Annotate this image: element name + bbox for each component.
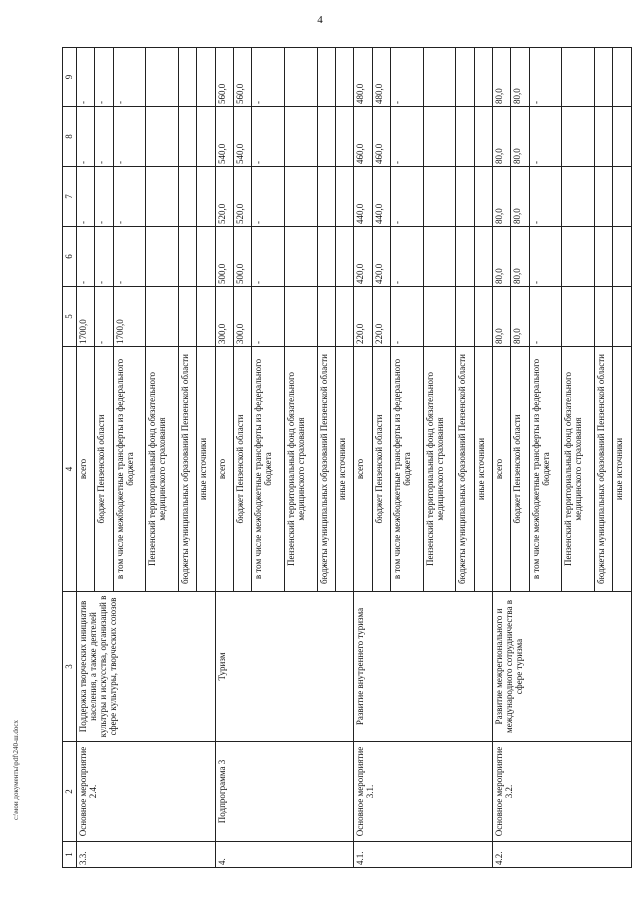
amount-cell: 500,0 [215, 227, 233, 287]
amount-cell [562, 48, 595, 107]
amount-cell: - [529, 167, 562, 227]
col-header: 6 [63, 227, 77, 287]
amount-cell [146, 227, 179, 287]
amount-cell: 220,0 [354, 287, 372, 347]
amount-cell [456, 227, 474, 287]
amount-cell [562, 287, 595, 347]
funding-source [423, 347, 456, 592]
item-number: 4. [215, 842, 354, 868]
funding-source [529, 347, 562, 592]
amount-cell: - [529, 287, 562, 347]
funding-source-text: Пензенский территориальный фонд обязательного медицинского страхования [147, 372, 168, 566]
amount-cell [613, 227, 632, 287]
amount-cell [456, 287, 474, 347]
amount-cell [594, 48, 612, 107]
table-row [354, 48, 372, 868]
amount-cell: 80,0 [493, 227, 511, 287]
amount-cell [317, 167, 335, 227]
col-header: 5 [63, 287, 77, 347]
amount-cell: - [391, 48, 424, 107]
funding-source-text: Пензенский территориальный фонд обязательного медицинского страхования [424, 372, 445, 566]
table-body [77, 48, 632, 868]
amount-cell: 480,0 [354, 48, 372, 107]
funding-source-text: иные источники [336, 437, 347, 501]
amount-cell [197, 227, 215, 287]
amount-cell [317, 48, 335, 107]
funding-source [562, 347, 595, 592]
budget-table [62, 47, 632, 868]
col-header: 9 [63, 48, 77, 107]
amount-cell [613, 167, 632, 227]
funding-source-text: бюджет Пензенской области [235, 414, 246, 524]
funding-source [252, 347, 285, 592]
amount-cell: 1700,0 [77, 287, 95, 347]
amount-cell [335, 287, 353, 347]
funding-source-text: иные источники [475, 437, 486, 501]
amount-cell: - [252, 287, 285, 347]
amount-cell [285, 48, 318, 107]
amount-cell: - [113, 167, 146, 227]
amount-cell: 80,0 [511, 48, 529, 107]
amount-cell [146, 107, 179, 167]
amount-cell [285, 167, 318, 227]
amount-cell: 220,0 [372, 287, 390, 347]
amount-cell: - [95, 48, 113, 107]
amount-cell [178, 167, 196, 227]
amount-cell [474, 167, 492, 227]
amount-cell: 80,0 [493, 287, 511, 347]
amount-cell: 80,0 [511, 107, 529, 167]
funding-source [391, 347, 424, 592]
amount-cell: - [529, 48, 562, 107]
funding-source [511, 347, 529, 592]
amount-cell: 1700,0 [113, 287, 146, 347]
funding-source-text: Пензенский территориальный фонд обязательного медицинского страхования [563, 372, 584, 566]
amount-cell: - [77, 48, 95, 107]
amount-cell: - [391, 167, 424, 227]
amount-cell: - [529, 107, 562, 167]
amount-cell: - [391, 107, 424, 167]
amount-cell [285, 227, 318, 287]
amount-cell [317, 287, 335, 347]
amount-cell: - [77, 167, 95, 227]
amount-cell [423, 287, 456, 347]
amount-cell: 480,0 [372, 48, 390, 107]
funding-source-text: бюджеты муниципальных образований Пензенской области [318, 354, 329, 584]
col-header: 4 [63, 347, 77, 592]
funding-source [594, 347, 612, 592]
amount-cell [146, 48, 179, 107]
amount-cell: 560,0 [234, 48, 252, 107]
funding-source [613, 347, 632, 592]
funding-source-text: всего [216, 458, 227, 480]
funding-source-text: бюджеты муниципальных образований Пензенской области [179, 354, 190, 584]
amount-cell: - [252, 48, 285, 107]
amount-cell: - [391, 227, 424, 287]
amount-cell: 560,0 [215, 48, 233, 107]
amount-cell [335, 107, 353, 167]
amount-cell [423, 48, 456, 107]
amount-cell: 520,0 [215, 167, 233, 227]
amount-cell [456, 107, 474, 167]
amount-cell: 500,0 [234, 227, 252, 287]
amount-cell: 80,0 [493, 167, 511, 227]
amount-cell [423, 227, 456, 287]
funding-source-text: Пензенский территориальный фонд обязательного медицинского страхования [286, 372, 307, 566]
col-header: 8 [63, 107, 77, 167]
funding-source-text: в том числе межбюджетные трансферты из федерального бюджета [392, 358, 413, 580]
amount-cell [613, 48, 632, 107]
amount-cell: 440,0 [372, 167, 390, 227]
file-path: c:\мои документы\pdf\240-ш.docx [12, 719, 20, 820]
amount-cell [594, 287, 612, 347]
funding-source-text: бюджет Пензенской области [373, 414, 384, 524]
funding-source-text: иные источники [614, 437, 625, 501]
funding-source-text: бюджет Пензенской области [96, 414, 107, 524]
amount-cell [423, 107, 456, 167]
amount-cell: - [391, 287, 424, 347]
amount-cell [474, 287, 492, 347]
item-title: Развитие межрегионального и международного сотрудничества в сфере туризма [493, 592, 632, 742]
amount-cell: - [95, 167, 113, 227]
funding-source [113, 347, 146, 592]
item-number: 4.2. [493, 842, 632, 868]
amount-cell [317, 107, 335, 167]
amount-cell [456, 167, 474, 227]
amount-cell [423, 167, 456, 227]
amount-cell: - [252, 167, 285, 227]
amount-cell [146, 287, 179, 347]
funding-source-text: в том числе межбюджетные трансферты из федерального бюджета [530, 358, 551, 580]
funding-source [234, 347, 252, 592]
amount-cell: 540,0 [234, 107, 252, 167]
funding-source-text: всего [355, 458, 366, 480]
item-title: Поддержка творческих инициатив населения, а также деятелей культуры и искусства, организаций в сфере культуры, творческих союзов [77, 592, 216, 742]
header-row [63, 48, 77, 868]
amount-cell: - [95, 227, 113, 287]
amount-cell [594, 227, 612, 287]
col-header: 7 [63, 167, 77, 227]
amount-cell [594, 167, 612, 227]
amount-cell: - [95, 287, 113, 347]
col-header: 1 [63, 842, 77, 868]
funding-source [493, 347, 511, 592]
amount-cell: - [77, 107, 95, 167]
amount-cell: 80,0 [511, 167, 529, 227]
amount-cell [335, 48, 353, 107]
amount-cell [197, 48, 215, 107]
amount-cell: 300,0 [215, 287, 233, 347]
amount-cell [456, 48, 474, 107]
item-title: Развитие внутреннего туризма [354, 592, 493, 742]
rotated-page [62, 48, 632, 868]
amount-cell: - [113, 227, 146, 287]
amount-cell [335, 167, 353, 227]
amount-cell [613, 107, 632, 167]
amount-cell [285, 107, 318, 167]
amount-cell [178, 227, 196, 287]
funding-source-text: в том числе межбюджетные трансферты из федерального бюджета [114, 358, 135, 580]
funding-source [215, 347, 233, 592]
amount-cell [285, 287, 318, 347]
amount-cell: 460,0 [354, 107, 372, 167]
amount-cell: 80,0 [493, 48, 511, 107]
amount-cell: - [113, 107, 146, 167]
funding-source [354, 347, 372, 592]
amount-cell: - [95, 107, 113, 167]
amount-cell [178, 48, 196, 107]
funding-source [372, 347, 390, 592]
funding-source [285, 347, 318, 592]
amount-cell [474, 107, 492, 167]
item-name: Основное мероприятие 3.2. [493, 742, 632, 842]
funding-source-text: бюджеты муниципальных образований Пензенской области [595, 354, 606, 584]
funding-source-text: бюджеты муниципальных образований Пензенской области [457, 354, 468, 584]
amount-cell [562, 167, 595, 227]
amount-cell: - [529, 227, 562, 287]
item-title: Туризм [215, 592, 354, 742]
amount-cell: - [252, 107, 285, 167]
amount-cell: 420,0 [354, 227, 372, 287]
amount-cell: - [252, 227, 285, 287]
item-name: Основное мероприятие 3.1. [354, 742, 493, 842]
amount-cell [317, 227, 335, 287]
funding-source [77, 347, 95, 592]
amount-cell [178, 107, 196, 167]
funding-source [197, 347, 215, 592]
amount-cell [594, 107, 612, 167]
funding-source-text: всего [78, 458, 88, 480]
page-number: 4 [317, 14, 323, 26]
funding-source [456, 347, 474, 592]
item-name: Основное мероприятие 2.4. [77, 742, 216, 842]
amount-cell [562, 107, 595, 167]
amount-cell: 420,0 [372, 227, 390, 287]
funding-source [95, 347, 113, 592]
amount-cell [474, 48, 492, 107]
amount-cell: 80,0 [511, 227, 529, 287]
col-header: 3 [63, 592, 77, 742]
amount-cell [197, 287, 215, 347]
funding-source [178, 347, 196, 592]
funding-source-text: в том числе межбюджетные трансферты из федерального бюджета [253, 358, 274, 580]
amount-cell [197, 107, 215, 167]
funding-source-text: иные источники [198, 437, 209, 501]
funding-source-text: бюджет Пензенской области [512, 414, 523, 524]
item-name: Подпрограмма 3 [215, 742, 354, 842]
item-number: 3.3. [77, 842, 216, 868]
amount-cell [178, 287, 196, 347]
funding-source [317, 347, 335, 592]
amount-cell: 80,0 [493, 107, 511, 167]
amount-cell [562, 227, 595, 287]
table-row [215, 48, 233, 868]
funding-source [335, 347, 353, 592]
table-row [493, 48, 511, 868]
col-header: 2 [63, 742, 77, 842]
funding-source [474, 347, 492, 592]
amount-cell [146, 167, 179, 227]
amount-cell: 540,0 [215, 107, 233, 167]
amount-cell [335, 227, 353, 287]
amount-cell: 460,0 [372, 107, 390, 167]
amount-cell: 300,0 [234, 287, 252, 347]
amount-cell: - [77, 227, 95, 287]
amount-cell [613, 287, 632, 347]
amount-cell: 80,0 [511, 287, 529, 347]
funding-source [146, 347, 179, 592]
table-row [77, 48, 95, 868]
amount-cell [197, 167, 215, 227]
amount-cell: 440,0 [354, 167, 372, 227]
funding-source-text: всего [494, 458, 505, 480]
amount-cell: - [113, 48, 146, 107]
amount-cell: 520,0 [234, 167, 252, 227]
item-number: 4.1. [354, 842, 493, 868]
amount-cell [474, 227, 492, 287]
